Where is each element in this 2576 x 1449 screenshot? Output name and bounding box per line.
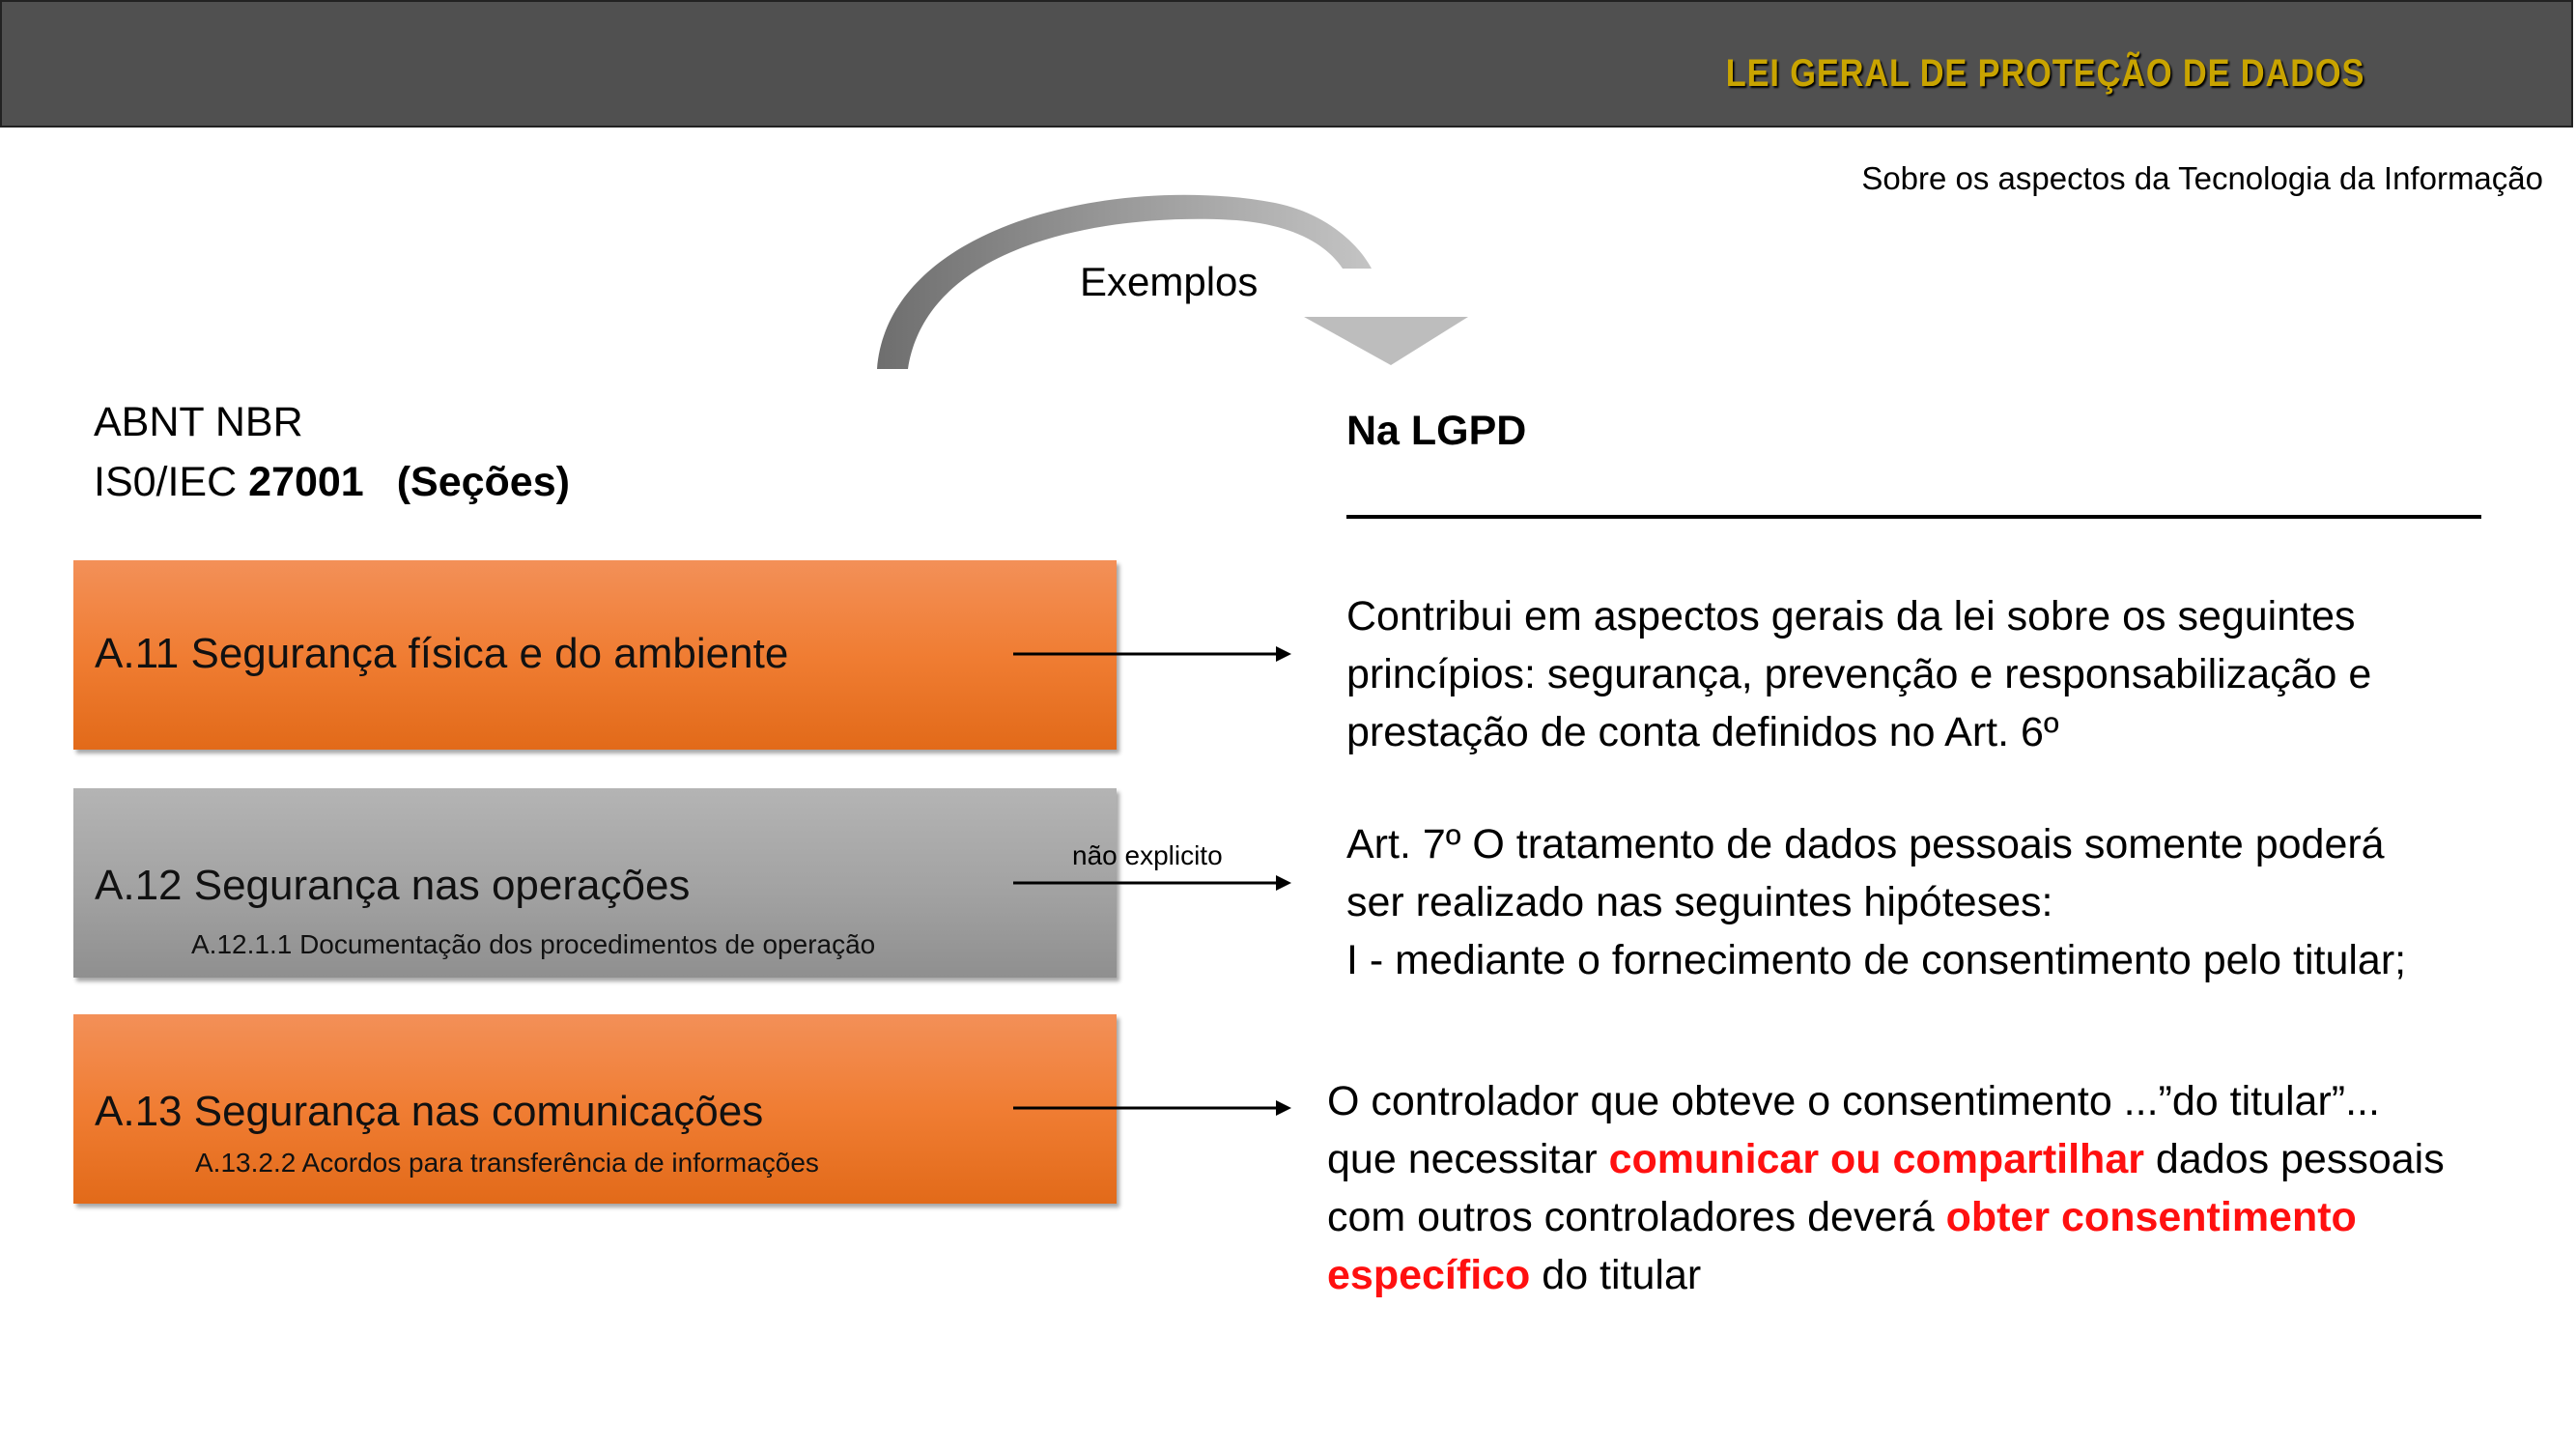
arrow-right-icon bbox=[1009, 868, 1299, 897]
text-span: que necessitar bbox=[1327, 1136, 1609, 1182]
lgpd-heading: Na LGPD bbox=[1346, 408, 1527, 454]
section-subtitle-a12: A.12.1.1 Documentação dos procedimentos de operação bbox=[191, 929, 876, 959]
paragraph-3-line: O controlador que obteve o consentimento ...”do titular”... bbox=[1327, 1078, 2380, 1124]
paragraph-1-line: princípios: segurança, prevenção e responsabilização e bbox=[1346, 651, 2372, 697]
abnt-heading-line2 bbox=[94, 452, 570, 512]
paragraph-2-line: ser realizado nas seguintes hipóteses: bbox=[1346, 879, 2053, 925]
section-subtitle-a13: A.13.2.2 Acordos para transferência de informações bbox=[195, 1148, 819, 1178]
arrow-right-icon bbox=[1009, 639, 1299, 668]
paragraph-1-line: prestação de conta definidos no Art. 6º bbox=[1346, 709, 2059, 755]
highlight-text: obter consentimento bbox=[1945, 1194, 2357, 1240]
highlight-text: comunicar ou compartilhar bbox=[1608, 1136, 2144, 1182]
arrow-right-icon bbox=[1009, 1094, 1299, 1122]
section-title-a13: A.13 Segurança nas comunicações bbox=[95, 1088, 764, 1135]
section-box-a11 bbox=[73, 560, 1117, 750]
abnt-prefix: IS0/IEC bbox=[94, 459, 249, 505]
lgpd-paragraph-2 bbox=[1346, 815, 2406, 989]
arrow-note: não explicito bbox=[1072, 840, 1223, 870]
text-span: dados pessoais bbox=[2143, 1136, 2445, 1182]
lgpd-paragraph-1 bbox=[1346, 587, 2371, 761]
abnt-heading bbox=[94, 392, 570, 512]
lgpd-paragraph-3 bbox=[1327, 1072, 2445, 1304]
header-bar bbox=[0, 0, 2573, 128]
section-title-a11: A.11 Segurança física e do ambiente bbox=[95, 630, 789, 677]
paragraph-1-line: Contribui em aspectos gerais da lei sobre os seguintes bbox=[1346, 593, 2356, 639]
paragraph-3-line bbox=[1327, 1246, 2445, 1304]
section-title-a12: A.12 Segurança nas operações bbox=[95, 862, 691, 909]
paragraph-2-line: Art. 7º O tratamento de dados pessoais somente poderá bbox=[1346, 821, 2385, 867]
lgpd-heading-underline bbox=[1346, 515, 2481, 519]
section-box-a13 bbox=[73, 1014, 1117, 1204]
section-box-a12 bbox=[73, 788, 1117, 978]
header-title: LEI GERAL DE PROTEÇÃO DE DADOS bbox=[1725, 52, 2364, 95]
paragraph-2-line: I - mediante o fornecimento de consentimento pelo titular; bbox=[1346, 937, 2407, 983]
text-span: do titular bbox=[1530, 1252, 1702, 1298]
abnt-heading-line1: ABNT NBR bbox=[94, 399, 303, 445]
paragraph-3-line bbox=[1327, 1188, 2445, 1246]
abnt-number: 27001 bbox=[248, 459, 364, 505]
highlight-text: específico bbox=[1327, 1252, 1531, 1298]
examples-label: Exemplos bbox=[1080, 259, 1259, 304]
abnt-suffix: (Seções) bbox=[396, 459, 570, 505]
paragraph-3-line bbox=[1327, 1130, 2445, 1188]
text-span: com outros controladores deverá bbox=[1327, 1194, 1946, 1240]
header-subtitle: Sobre os aspectos da Tecnologia da Informação bbox=[1861, 160, 2543, 196]
